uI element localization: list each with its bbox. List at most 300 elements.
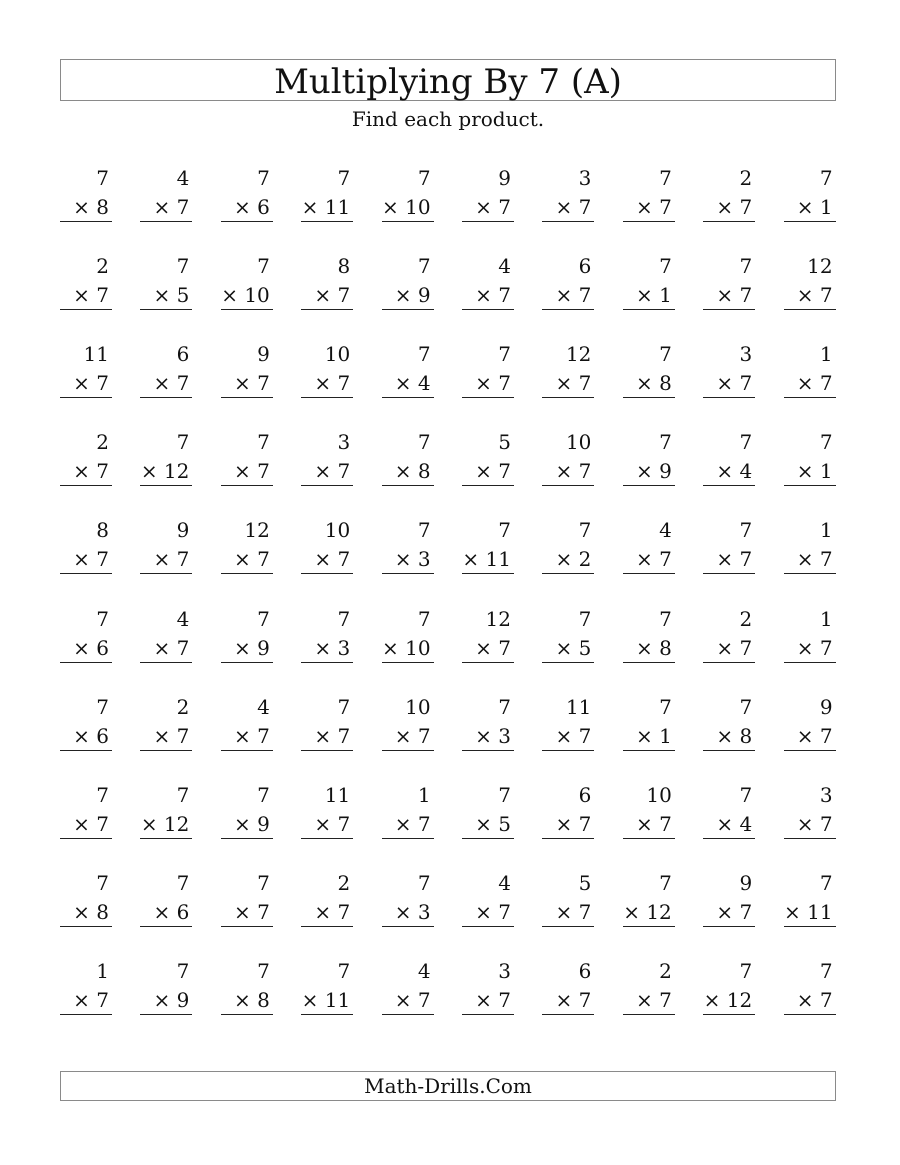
problem-9-1 [60,868,112,928]
problem-8-2 [140,780,192,840]
problem-1-6 [462,163,514,223]
multiplicand: 3 [337,430,351,455]
multiplier: × 7 [555,899,592,924]
answer-line [60,485,112,486]
answer-line [542,485,594,486]
multiplicand: 9 [176,518,190,543]
answer-line [60,221,112,222]
problem-5-3 [221,515,273,575]
problem-7-5 [382,692,434,752]
answer-line [784,926,836,927]
multiplier: × 7 [153,635,190,660]
problem-4-8 [623,427,675,487]
problem-9-4 [301,868,353,928]
multiplier: × 7 [555,371,592,396]
answer-line [703,1014,755,1015]
problem-6-4 [301,604,353,664]
multiplicand: 7 [337,606,351,631]
answer-line [623,573,675,574]
multiplier: × 7 [796,987,833,1012]
answer-line [221,750,273,751]
answer-line [301,662,353,663]
problem-1-7 [542,163,594,223]
answer-line [221,397,273,398]
problem-5-9 [703,515,755,575]
multiplier: × 7 [394,723,431,748]
problem-5-8 [623,515,675,575]
answer-line [382,485,434,486]
multiplier: × 12 [703,987,753,1012]
multiplicand: 7 [819,166,833,190]
answer-line [301,309,353,310]
multiplicand: 6 [578,782,592,807]
multiplicand: 7 [659,870,672,895]
multiplier: × 1 [796,459,833,484]
answer-line [221,838,273,839]
answer-line [542,397,594,398]
problem-9-8 [623,868,675,928]
multiplier: × 7 [233,723,270,748]
multiplicand: 3 [739,342,753,367]
multiplicand: 9 [739,870,753,895]
multiplicand: 7 [739,518,753,543]
answer-line [60,662,112,663]
multiplicand: 7 [176,958,190,983]
multiplicand: 7 [659,606,672,631]
answer-line [382,1014,434,1015]
answer-line [703,662,755,663]
multiplicand: 7 [96,606,109,631]
answer-line [623,750,675,751]
answer-line [703,485,755,486]
problem-4-4 [301,427,353,487]
multiplier: × 6 [73,635,109,660]
multiplicand: 2 [176,694,190,719]
answer-line [542,573,594,574]
multiplicand: 1 [96,958,109,983]
problem-4-10 [784,427,836,487]
multiplicand: 7 [257,166,270,190]
problem-9-7 [542,868,594,928]
multiplicand: 7 [498,342,511,367]
answer-line [140,1014,192,1015]
answer-line [462,309,514,310]
problem-6-5 [382,604,434,664]
answer-line [140,750,192,751]
answer-line [703,926,755,927]
problem-7-9 [703,692,755,752]
multiplicand: 10 [405,694,431,719]
multiplicand: 7 [176,430,190,455]
problem-6-9 [703,604,755,664]
problem-8-8 [623,780,675,840]
multiplier: × 7 [716,899,753,924]
multiplicand: 4 [659,518,672,543]
multiplier: × 10 [382,195,431,219]
problem-3-7 [542,339,594,399]
multiplier: × 8 [635,371,672,396]
multiplicand: 7 [257,782,270,807]
multiplier: × 8 [716,723,753,748]
problem-2-6 [462,251,514,311]
answer-line [703,221,755,222]
problem-10-8 [623,956,675,1016]
answer-line [623,221,675,222]
multiplicand: 10 [565,430,592,455]
answer-line [60,309,112,310]
answer-line [703,750,755,751]
problem-1-8 [623,163,675,223]
multiplier: × 1 [635,283,672,308]
multiplicand: 4 [498,870,511,895]
multiplier: × 5 [475,811,511,836]
multiplicand: 4 [176,606,190,631]
multiplier: × 7 [716,195,753,219]
multiplicand: 12 [565,342,592,367]
multiplier: × 7 [314,547,351,572]
problem-2-8 [623,251,675,311]
multiplicand: 8 [337,254,351,279]
multiplicand: 2 [96,254,109,279]
answer-line [784,573,836,574]
problem-5-1 [60,515,112,575]
answer-line [462,662,514,663]
problem-5-5 [382,515,434,575]
answer-line [140,309,192,310]
multiplier: × 7 [635,987,672,1012]
problem-2-7 [542,251,594,311]
problem-2-4 [301,251,353,311]
answer-line [301,926,353,927]
problem-10-10 [784,956,836,1016]
answer-line [301,573,353,574]
multiplicand: 7 [96,870,109,895]
answer-line [462,926,514,927]
multiplicand: 11 [324,782,351,807]
multiplicand: 7 [257,606,270,631]
answer-line [60,1014,112,1015]
multiplicand: 7 [498,782,511,807]
multiplier: × 7 [555,811,592,836]
multiplicand: 6 [578,958,592,983]
answer-line [140,838,192,839]
multiplier: × 7 [555,195,592,219]
answer-line [140,926,192,927]
answer-line [301,1014,353,1015]
multiplier: × 7 [73,459,109,484]
answer-line [784,750,836,751]
answer-line [301,750,353,751]
multiplicand: 1 [417,782,431,807]
multiplier: × 12 [140,811,190,836]
multiplier: × 8 [233,987,270,1012]
multiplier: × 4 [394,371,431,396]
problem-8-4 [301,780,353,840]
problem-7-3 [221,692,273,752]
problem-2-3 [221,251,273,311]
problem-5-10 [784,515,836,575]
answer-line [301,485,353,486]
multiplier: × 7 [73,283,109,308]
multiplicand: 4 [257,694,270,719]
multiplier: × 3 [394,547,431,572]
answer-line [623,662,675,663]
problem-1-9 [703,163,755,223]
answer-line [542,662,594,663]
multiplicand: 7 [659,430,672,455]
problem-4-1 [60,427,112,487]
problem-5-2 [140,515,192,575]
multiplier: × 11 [301,195,351,219]
answer-line [784,309,836,310]
multiplicand: 6 [578,254,592,279]
multiplier: × 7 [475,195,511,219]
multiplicand: 12 [807,254,833,279]
problem-6-7 [542,604,594,664]
multiplicand: 7 [337,694,351,719]
multiplier: × 7 [153,723,190,748]
multiplier: × 12 [140,459,190,484]
multiplier: × 7 [394,811,431,836]
multiplicand: 5 [498,430,511,455]
multiplier: × 5 [555,635,592,660]
multiplier: × 7 [73,987,109,1012]
multiplicand: 7 [498,518,511,543]
problem-7-8 [623,692,675,752]
multiplicand: 7 [96,694,109,719]
multiplicand: 7 [417,430,431,455]
multiplicand: 2 [337,870,351,895]
worksheet-title: Multiplying By 7 (A) [60,59,836,101]
problem-3-3 [221,339,273,399]
multiplier: × 3 [475,723,511,748]
multiplicand: 3 [498,958,511,983]
problem-9-6 [462,868,514,928]
problem-7-7 [542,692,594,752]
problem-4-6 [462,427,514,487]
answer-line [462,573,514,574]
multiplicand: 7 [417,518,431,543]
problem-8-9 [703,780,755,840]
problem-3-9 [703,339,755,399]
answer-line [221,221,273,222]
multiplier: × 9 [394,283,431,308]
multiplier: × 8 [635,635,672,660]
answer-line [382,309,434,310]
answer-line [462,1014,514,1015]
multiplicand: 7 [739,694,753,719]
multiplier: × 6 [233,195,270,219]
answer-line [140,397,192,398]
problem-9-2 [140,868,192,928]
multiplicand: 7 [417,342,431,367]
problem-1-5 [382,163,434,223]
multiplier: × 8 [73,899,109,924]
answer-line [382,573,434,574]
problem-4-2 [140,427,192,487]
answer-line [784,397,836,398]
answer-line [221,485,273,486]
problem-8-1 [60,780,112,840]
multiplicand: 7 [739,782,753,807]
problem-10-6 [462,956,514,1016]
multiplier: × 10 [221,283,270,308]
answer-line [382,838,434,839]
answer-line [542,750,594,751]
multiplicand: 9 [498,166,511,190]
multiplier: × 9 [635,459,672,484]
answer-line [140,573,192,574]
problem-7-6 [462,692,514,752]
multiplicand: 7 [739,254,753,279]
problem-8-5 [382,780,434,840]
multiplicand: 7 [176,254,190,279]
multiplier: × 7 [796,635,833,660]
multiplicand: 7 [417,254,431,279]
multiplier: × 4 [716,459,753,484]
problem-4-5 [382,427,434,487]
answer-line [221,662,273,663]
problem-1-10 [784,163,836,223]
problem-1-2 [140,163,192,223]
multiplicand: 4 [176,166,190,190]
problem-3-1 [60,339,112,399]
multiplicand: 7 [659,342,672,367]
answer-line [623,397,675,398]
multiplier: × 10 [382,635,431,660]
multiplicand: 4 [417,958,431,983]
multiplicand: 7 [498,694,511,719]
multiplier: × 7 [153,547,190,572]
problem-6-10 [784,604,836,664]
answer-line [703,573,755,574]
problem-2-9 [703,251,755,311]
problem-6-3 [221,604,273,664]
multiplicand: 7 [257,958,270,983]
multiplier: × 7 [314,811,351,836]
multiplicand: 6 [176,342,190,367]
multiplicand: 2 [739,166,753,190]
multiplicand: 7 [659,254,672,279]
multiplier: × 6 [153,899,190,924]
multiplier: × 7 [233,547,270,572]
multiplier: × 7 [555,987,592,1012]
multiplier: × 7 [394,987,431,1012]
problem-1-3 [221,163,273,223]
answer-line [462,397,514,398]
problem-5-7 [542,515,594,575]
problem-10-7 [542,956,594,1016]
multiplier: × 7 [555,723,592,748]
answer-line [301,838,353,839]
multiplier: × 3 [314,635,351,660]
problem-3-4 [301,339,353,399]
multiplier: × 9 [233,811,270,836]
problem-2-5 [382,251,434,311]
multiplier: × 7 [796,723,833,748]
multiplicand: 4 [498,254,511,279]
multiplicand: 7 [257,254,270,279]
answer-line [301,221,353,222]
multiplicand: 9 [819,694,833,719]
answer-line [60,838,112,839]
multiplier: × 7 [314,899,351,924]
multiplier: × 8 [394,459,431,484]
multiplicand: 1 [819,606,833,631]
multiplicand: 7 [739,958,753,983]
answer-line [140,221,192,222]
multiplicand: 7 [257,870,270,895]
answer-line [542,926,594,927]
multiplier: × 1 [635,723,672,748]
answer-line [221,573,273,574]
multiplier: × 7 [233,371,270,396]
multiplier: × 1 [796,195,833,219]
multiplicand: 12 [244,518,270,543]
problem-10-3 [221,956,273,1016]
problem-6-6 [462,604,514,664]
problem-1-1 [60,163,112,223]
multiplier: × 7 [314,371,351,396]
multiplier: × 7 [555,283,592,308]
multiplier: × 7 [475,459,511,484]
multiplicand: 10 [324,342,351,367]
multiplier: × 7 [475,987,511,1012]
problem-9-5 [382,868,434,928]
multiplier: × 7 [233,899,270,924]
problem-3-6 [462,339,514,399]
answer-line [382,221,434,222]
problem-3-2 [140,339,192,399]
answer-line [140,485,192,486]
problem-8-10 [784,780,836,840]
instructions: Find each product. [351,107,545,131]
multiplicand: 2 [739,606,753,631]
problem-4-7 [542,427,594,487]
problem-7-2 [140,692,192,752]
answer-line [623,838,675,839]
multiplier: × 7 [716,635,753,660]
problem-8-6 [462,780,514,840]
problem-1-4 [301,163,353,223]
multiplicand: 7 [739,430,753,455]
multiplier: × 7 [73,371,109,396]
multiplier: × 7 [153,371,190,396]
multiplier: × 7 [475,283,511,308]
multiplier: × 7 [475,899,511,924]
multiplicand: 7 [176,870,190,895]
answer-line [542,309,594,310]
multiplicand: 7 [659,166,672,190]
answer-line [784,485,836,486]
answer-line [301,397,353,398]
multiplier: × 5 [153,283,190,308]
multiplicand: 7 [819,958,833,983]
answer-line [221,926,273,927]
multiplicand: 8 [96,518,109,543]
multiplier: × 7 [635,811,672,836]
multiplier: × 2 [555,547,592,572]
answer-line [382,397,434,398]
multiplier: × 3 [394,899,431,924]
problem-4-3 [221,427,273,487]
answer-line [462,838,514,839]
multiplicand: 1 [819,342,833,367]
multiplier: × 9 [233,635,270,660]
multiplier: × 9 [153,987,190,1012]
answer-line [462,221,514,222]
problem-5-4 [301,515,353,575]
